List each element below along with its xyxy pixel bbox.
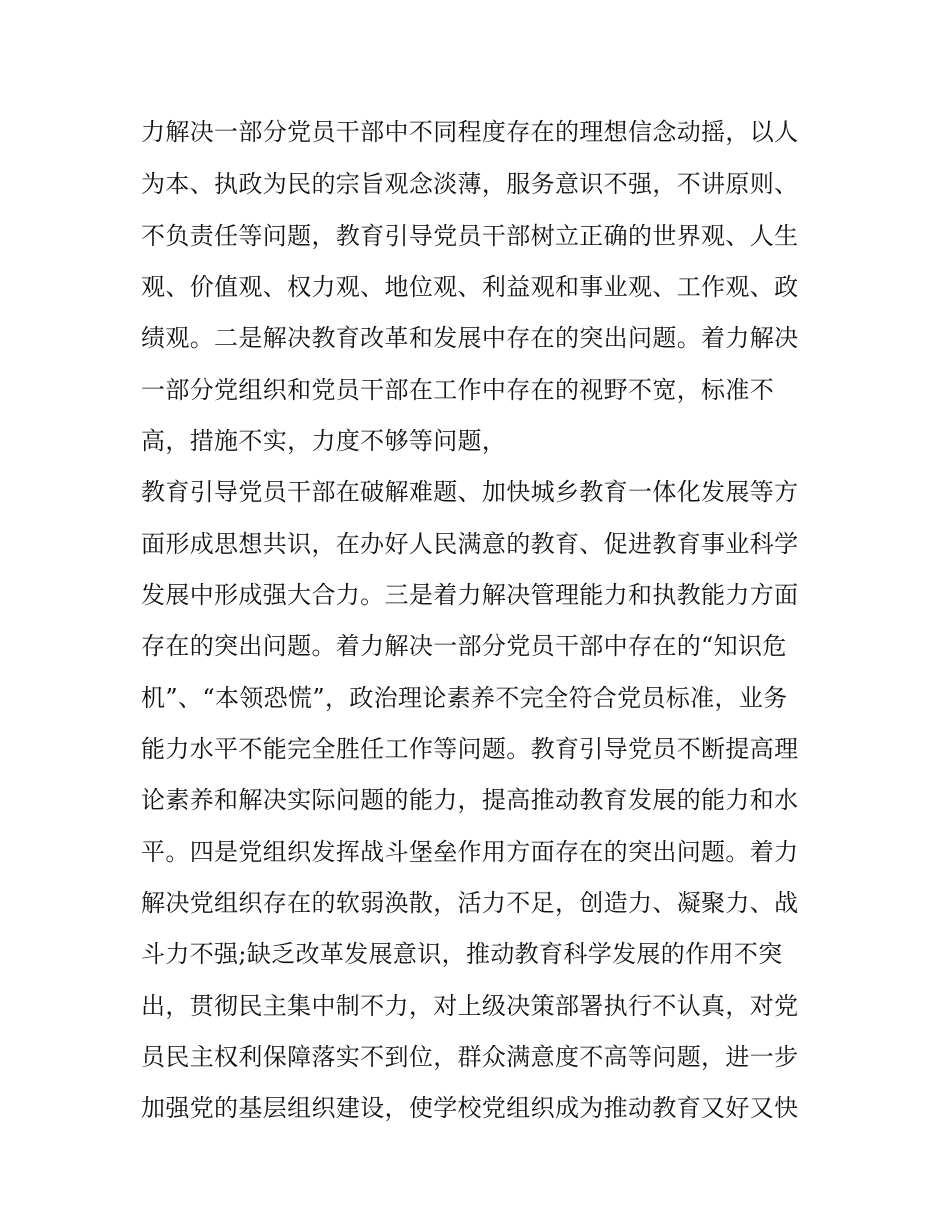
text-line: 面形成思想共识，在办好人民满意的教育、促进教育事业科学 — [141, 530, 799, 558]
text-line: 绩观。二是解决教育改革和发展中存在的突出问题。着力解决 — [141, 324, 799, 352]
text-line: 高，措施不实，力度不够等问题， — [141, 427, 507, 455]
text-line: 斗力不强;缺乏改革发展意识，推动教育科学发展的作用不突 — [141, 940, 783, 968]
text-line: 力解决一部分党员干部中不同程度存在的理想信念动摇，以人 — [141, 118, 799, 146]
text-line: 出，贯彻民主集中制不力，对上级决策部署执行不认真，对党 — [141, 992, 799, 1020]
text-line: 平。四是党组织发挥战斗堡垒作用方面存在的突出问题。着力 — [141, 838, 799, 866]
text-line: 发展中形成强大合力。三是着力解决管理能力和执教能力方面 — [141, 581, 799, 609]
text-line: 机”、“本领恐慌”，政治理论素养不完全符合党员标准，业务 — [141, 684, 788, 712]
text-line: 员民主权利保障落实不到位，群众满意度不高等问题，进一步 — [141, 1043, 799, 1071]
text-line: 观、价值观、权力观、地位观、利益观和事业观、工作观、政 — [141, 273, 799, 301]
text-line: 存在的突出问题。着力解决一部分党员干部中存在的“知识危 — [141, 632, 787, 660]
text-line: 加强党的基层组织建设，使学校党组织成为推动教育又好又快 — [141, 1094, 799, 1122]
text-line: 解决党组织存在的软弱涣散，活力不足，创造力、凝聚力、战 — [141, 889, 799, 917]
text-line: 教育引导党员干部在破解难题、加快城乡教育一体化发展等方 — [141, 478, 799, 506]
text-line: 一部分党组织和党员干部在工作中存在的视野不宽，标准不 — [141, 376, 775, 404]
text-line: 不负责任等问题，教育引导党员干部树立正确的世界观、人生 — [141, 222, 799, 250]
text-line: 能力水平不能完全胜任工作等问题。教育引导党员不断提高理 — [141, 735, 799, 763]
text-line: 为本、执政为民的宗旨观念淡薄，服务意识不强，不讲原则、 — [141, 170, 799, 198]
text-line: 论素养和解决实际问题的能力，提高推动教育发展的能力和水 — [141, 786, 799, 814]
